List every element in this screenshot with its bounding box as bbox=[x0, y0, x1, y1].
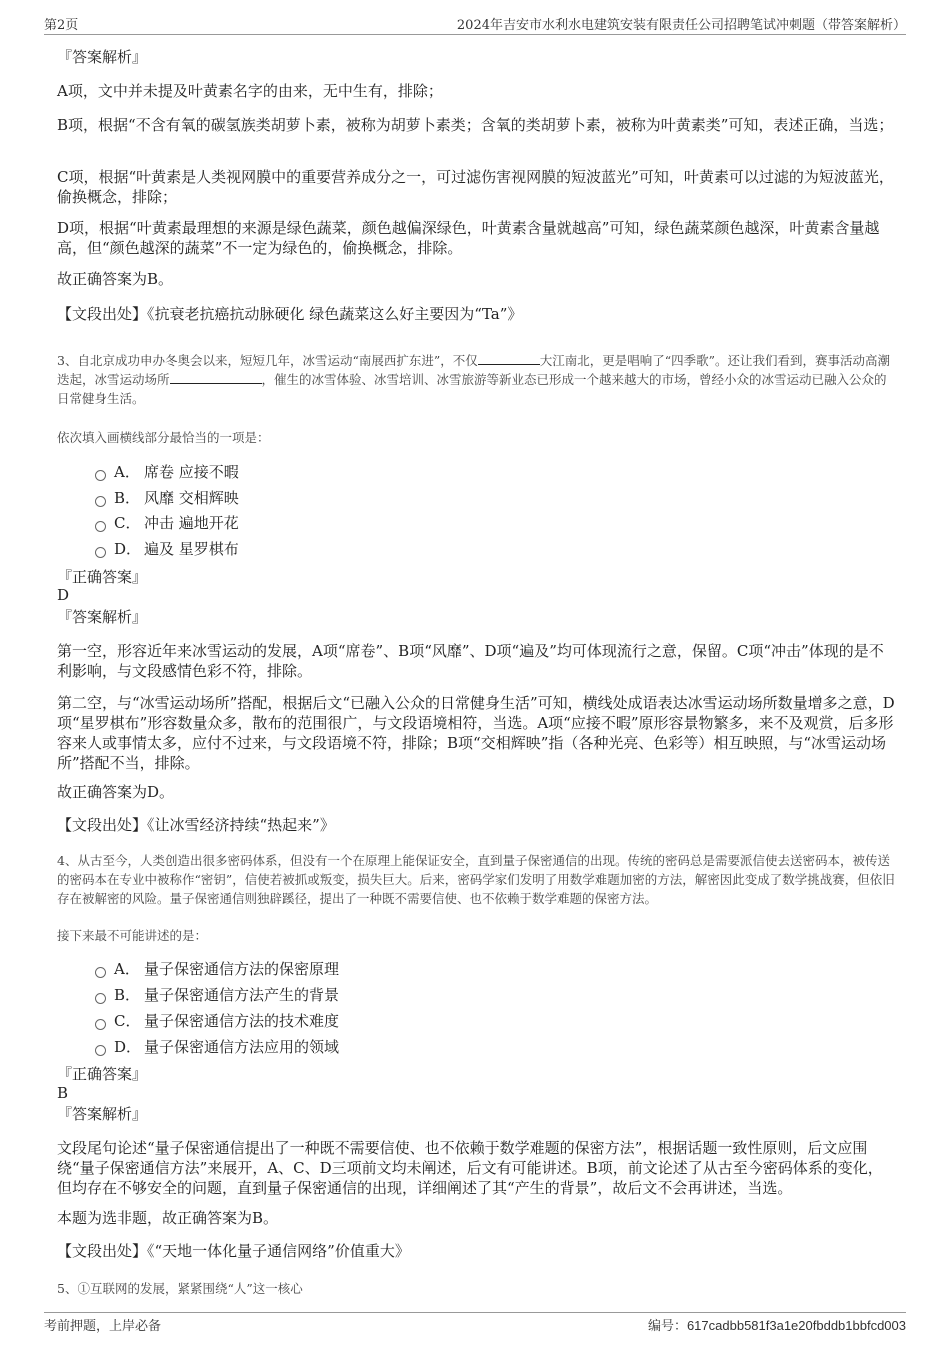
q4-answer: B bbox=[57, 1084, 69, 1102]
page-header bbox=[44, 12, 906, 35]
page-number: 第2页 bbox=[44, 18, 79, 33]
q4-analysis-title: 『答案解析』 bbox=[57, 1105, 148, 1123]
q4-prompt: 接下来最不可能讲述的是： bbox=[57, 928, 208, 943]
radio-icon[interactable] bbox=[95, 547, 106, 558]
q5-stem: 5、①互联网的发展，紧紧围绕“人”这一核心 bbox=[57, 1281, 303, 1296]
q3-source: 【文段出处】《让冰雪经济持续“热起来”》 bbox=[57, 816, 335, 834]
q3-answer-title: 『正确答案』 bbox=[57, 568, 148, 586]
q4-analysis-p1: 文段尾句论述“量子保密通信提出了一种既不需要信使、也不依赖于数学难题的保密方法”，根据话题一致性原则，后文应围绕“量子保密通信方法”来展开，A、C、D三项前文均未阐述，后文有可能讲述。B项，前文论述了从古至今密码体系的变化，但均存在不够安全的问题，直到量子保密通信的出现，详细阐述了其“产生的背景”，故后文不会再讲述，当选。 bbox=[57, 1139, 883, 1197]
document-title: 2024年吉安市水利水电建筑安装有限责任公司招聘笔试冲刺题（带答案解析） bbox=[456, 18, 906, 33]
q3-stem: 3、自北京成功申办冬奥会以来，短短几年，冰雪运动“南展西扩东进”，不仅 大江南北，更是唱响了“四季歌”。还让我们看到，赛事活动高潮迭起，冰雪运动场所 ，催生的冰雪体验、冰雪培训、冰雪旅游等新业态已形成一个越来越大的市场，曾经小众的冰雪运动已融入公众的日常健身生活。 bbox=[57, 353, 891, 406]
radio-icon[interactable] bbox=[95, 496, 106, 507]
radio-icon[interactable] bbox=[95, 1045, 106, 1056]
radio-icon[interactable] bbox=[95, 1019, 106, 1030]
q4-stem: 4、从古至今，人类创造出很多密码体系，但没有一个在原理上能保证安全，直到量子保密通信的出现。传统的密码总是需要派信使去送密码本，被传送的密码本在专业中被称作“密钥”，信使若被抓或叛变，损失巨大。后来，密码学家们发明了用数学难题加密的方法，解密因此变成了数学挑战赛，但依旧存在被解密的风险。量子保密通信则独辟蹊径，提出了一种既不需要信使、也不依赖于数学难题的保密方法。 bbox=[57, 853, 895, 906]
footer-slogan: 考前押题，上岸必备 bbox=[44, 1319, 162, 1334]
q3-option-a[interactable]: A． 席卷 应接不暇 bbox=[95, 462, 239, 482]
q3-prompt: 依次填入画横线部分最恰当的一项是： bbox=[57, 430, 270, 445]
q3-analysis-p2: 第二空，与“冰雪运动场所”搭配，根据后文“已融入公众的日常健身生活”可知，横线处成语表达冰雪运动场所数量增多之意，D项“星罗棋布”形容数量众多，散布的范围很广，与文段语境相符，当选。A项“应接不暇”原形容景物繁多，来不及观赏，后多形容来人或事情太多，应付不过来，与文段语境不符，排除；B项“交相辉映”指（各种光亮、色彩等）相互映照，与“冰雪运动场所”搭配不当，排除。 bbox=[57, 694, 895, 772]
q4-option-a[interactable]: A． 量子保密通信方法的保密原理 bbox=[95, 959, 339, 979]
q3-option-b[interactable]: B． 风靡 交相辉映 bbox=[95, 488, 239, 508]
q4-option-c[interactable]: C． 量子保密通信方法的技术难度 bbox=[95, 1011, 339, 1031]
radio-icon[interactable] bbox=[95, 967, 106, 978]
q2-analysis-c: C项，根据“叶黄素是人类视网膜中的重要营养成分之一，可过滤伤害视网膜的短波蓝光”可知，叶黄素可以过滤的为短波蓝光，偷换概念，排除； bbox=[57, 168, 894, 206]
q2-analysis-title: 『答案解析』 bbox=[57, 48, 148, 66]
q4-option-b[interactable]: B． 量子保密通信方法产生的背景 bbox=[95, 985, 339, 1005]
page-footer bbox=[44, 1312, 906, 1337]
q2-source: 【文段出处】《抗衰老抗癌抗动脉硬化 绿色蔬菜这么好主要因为“Ta”》 bbox=[57, 305, 523, 323]
q3-answer: D bbox=[57, 586, 70, 604]
q3-conclusion: 故正确答案为D。 bbox=[57, 783, 175, 801]
q4-option-d[interactable]: D． 量子保密通信方法应用的领域 bbox=[95, 1037, 339, 1057]
radio-icon[interactable] bbox=[95, 993, 106, 1004]
q4-source: 【文段出处】《“天地一体化量子通信网络”价值重大》 bbox=[57, 1242, 410, 1260]
q2-analysis-a: A项，文中并未提及叶黄素名字的由来，无中生有，排除； bbox=[57, 82, 443, 100]
q4-conclusion: 本题为选非题，故正确答案为B。 bbox=[57, 1209, 279, 1227]
q2-analysis-b: B项，根据“不含有氧的碳氢族类胡萝卜素，被称为胡萝卜素类；含氧的类胡萝卜素，被称为叶黄素类”可知，表述正确，当选； bbox=[57, 116, 894, 134]
radio-icon[interactable] bbox=[95, 470, 106, 481]
q3-analysis-title: 『答案解析』 bbox=[57, 608, 148, 626]
document-id: 编号：617cadbb581f3a1e20fbddb1bbfcd003 bbox=[647, 1318, 906, 1333]
q3-analysis-p1: 第一空，形容近年来冰雪运动的发展，A项“席卷”、B项“风靡”、D项“遍及”均可体现流行之意，保留。C项“冲击”体现的是不利影响，与文段感情色彩不符，排除。 bbox=[57, 642, 884, 680]
q2-conclusion: 故正确答案为B。 bbox=[57, 270, 174, 288]
q4-answer-title: 『正确答案』 bbox=[57, 1065, 148, 1083]
radio-icon[interactable] bbox=[95, 521, 106, 532]
q3-option-d[interactable]: D． 遍及 星罗棋布 bbox=[95, 539, 239, 559]
q3-option-c[interactable]: C． 冲击 遍地开花 bbox=[95, 513, 239, 533]
q2-analysis-d: D项，根据“叶黄素最理想的来源是绿色蔬菜，颜色越偏深绿色，叶黄素含量就越高”可知，绿色蔬菜颜色越深，叶黄素含量越高，但“颜色越深的蔬菜”不一定为绿色的，偷换概念，排除。 bbox=[57, 219, 880, 257]
